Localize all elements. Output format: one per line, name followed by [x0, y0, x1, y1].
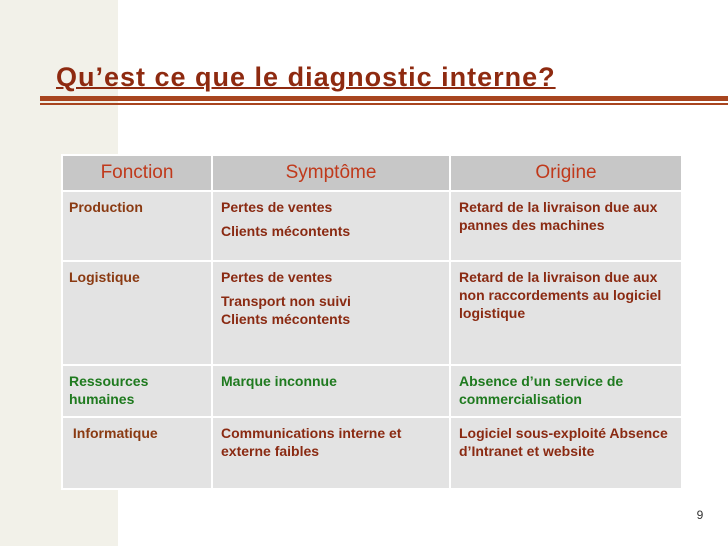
symptom-item: Clients mécontents [221, 223, 351, 239]
symptom-item: Communications interne et externe faibles [221, 425, 402, 459]
symptom-item: Clients mécontents [221, 311, 351, 327]
cell-origine: Retard de la livraison due aux non raccordements au logiciel logistique [450, 261, 682, 365]
cell-fonction: Logistique [62, 261, 212, 365]
diagnostic-table [61, 154, 683, 490]
header-symptome: Symptôme [212, 155, 450, 191]
cell-symptome [212, 261, 450, 365]
cell-fonction: Production [62, 191, 212, 261]
title-rule [40, 96, 728, 101]
table-row [62, 261, 682, 365]
symptom-item: Pertes de ventes [221, 269, 333, 285]
header-fonction: Fonction [62, 155, 212, 191]
cell-fonction: Informatique [62, 417, 212, 489]
table-header-row [62, 155, 682, 191]
symptom-item: Transport non suivi [221, 293, 351, 309]
cell-symptome [212, 191, 450, 261]
table-row [62, 365, 682, 417]
cell-symptome [212, 365, 450, 417]
cell-origine: Logiciel sous-exploité Absence d’Intranet et website [450, 417, 682, 489]
header-origine: Origine [450, 155, 682, 191]
symptom-item: Marque inconnue [221, 373, 337, 389]
symptom-item: Pertes de ventes [221, 199, 333, 215]
cell-symptome [212, 417, 450, 489]
table-row [62, 191, 682, 261]
cell-origine: Absence d’un service de commercialisation [450, 365, 682, 417]
cell-fonction: Ressources humaines [62, 365, 212, 417]
title-rule-thin [40, 103, 728, 105]
cell-origine: Retard de la livraison due aux pannes des machines [450, 191, 682, 261]
page-number: 9 [696, 508, 704, 522]
slide-title: Qu’est ce que le diagnostic interne? [56, 62, 556, 92]
table-row [62, 417, 682, 489]
